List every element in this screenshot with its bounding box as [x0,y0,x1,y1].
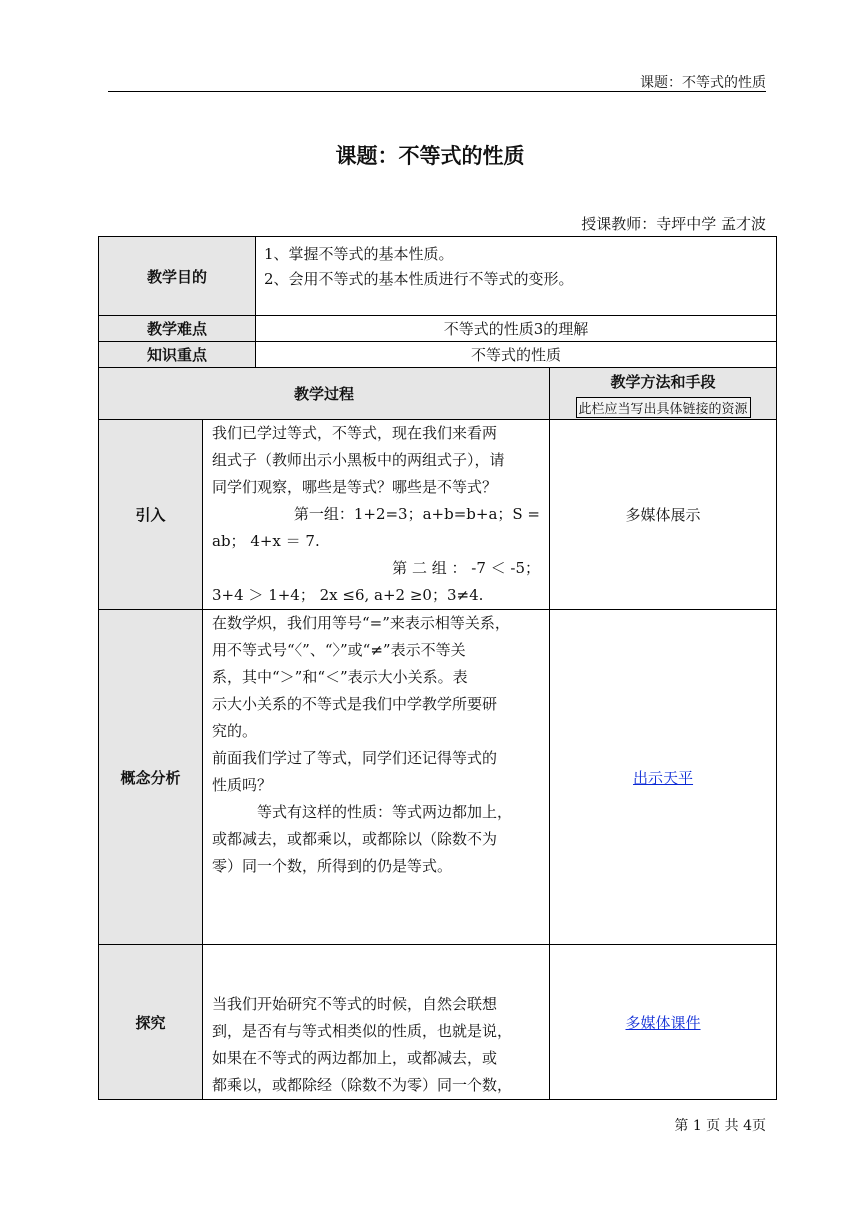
process-header-row [99,368,777,420]
difficulty-row [99,316,777,342]
focus-value: 不等式的性质 [256,342,777,368]
concept-line: 在数学炽，我们用等号“=”来表示相等关系， [212,614,510,632]
goals-label: 教学目的 [99,237,256,316]
explore-line: 当我们开始研究不等式的时候，自然会联想 [212,995,498,1013]
method-header [550,368,777,420]
goals-content [256,237,777,316]
goal-item: 2、会用不等式的基本性质进行不等式的变形。 [264,270,574,288]
intro-content [203,420,550,610]
header-divider [108,91,766,92]
method-title: 教学方法和手段 [610,373,716,391]
explore-label: 探究 [99,945,203,1100]
focus-label: 知识重点 [99,342,256,368]
intro-line: 组式子（教师出示小黑板中的两组式子），请 [212,451,505,469]
intro-line: 同学们观察，哪些是等式？哪些是不等式？ [212,478,498,496]
concept-line: 零）同一个数，所得到的仍是等式。 [212,857,453,875]
concept-line: 性质吗？ [212,776,273,794]
intro-line: 第一组：1+2=3；a+b=b+a；S = [293,505,541,523]
explore-line: 如果在不等式的两边都加上，或都减去，或 [212,1049,498,1067]
difficulty-value: 不等式的性质3的理解 [256,316,777,342]
concept-line: 等式有这样的性质：等式两边都加上， [257,803,513,821]
process-label: 教学过程 [99,368,550,420]
intro-line: 3+4 ＞ 1+4； 2x ≤6, a+2 ≥0；3≠4. [212,586,484,604]
page-number: 第 1 页 共 4页 [674,1118,766,1134]
goals-row [99,237,777,316]
concept-line: 系，其中“＞”和“＜”表示大小关系。表 [212,668,468,686]
concept-content [203,610,550,945]
explore-line: 到，是否有与等式相类似的性质，也就是说， [212,1022,513,1040]
concept-line: 究的。 [212,722,258,740]
intro-line: ab； 4+x ＝ 7. [212,532,320,550]
lesson-plan-table [98,236,777,1100]
intro-label: 引入 [99,420,203,610]
method-note: 此栏应当写出具体链接的资源 [576,397,751,418]
concept-label: 概念分析 [99,610,203,945]
goal-item: 1、掌握不等式的基本性质。 [264,245,454,263]
concept-line: 或都减去，或都乘以，或都除以（除数不为 [212,830,498,848]
concept-line: 示大小关系的不等式是我们中学教学所要研 [212,695,498,713]
running-header: 课题：不等式的性质 [640,75,766,91]
intro-row [99,420,777,610]
multimedia-courseware-link[interactable]: 多媒体课件 [625,1013,701,1032]
page-title: 课题：不等式的性质 [335,144,525,168]
difficulty-label: 教学难点 [99,316,256,342]
concept-line: 前面我们学过了等式，同学们还记得等式的 [212,749,498,767]
concept-method [550,610,777,945]
explore-content [203,945,550,1100]
explore-method [550,945,777,1100]
explore-line: 都乘以，或都除经（除数不为零）同一个数， [212,1076,513,1094]
teacher-info: 授课教师：寺坪中学 孟才波 [581,215,766,233]
show-balance-link[interactable]: 出示天平 [633,768,694,787]
concept-row [99,610,777,945]
concept-line: 用不等式号“〈”、“〉”或“≠”表示不等关 [212,641,466,659]
intro-line: 第 二 组 ： -7 ＜ -5； [392,559,541,577]
intro-method: 多媒体展示 [550,420,777,610]
intro-line: 我们已学过等式，不等式，现在我们来看两 [212,424,498,442]
focus-row [99,342,777,368]
explore-row [99,945,777,1100]
